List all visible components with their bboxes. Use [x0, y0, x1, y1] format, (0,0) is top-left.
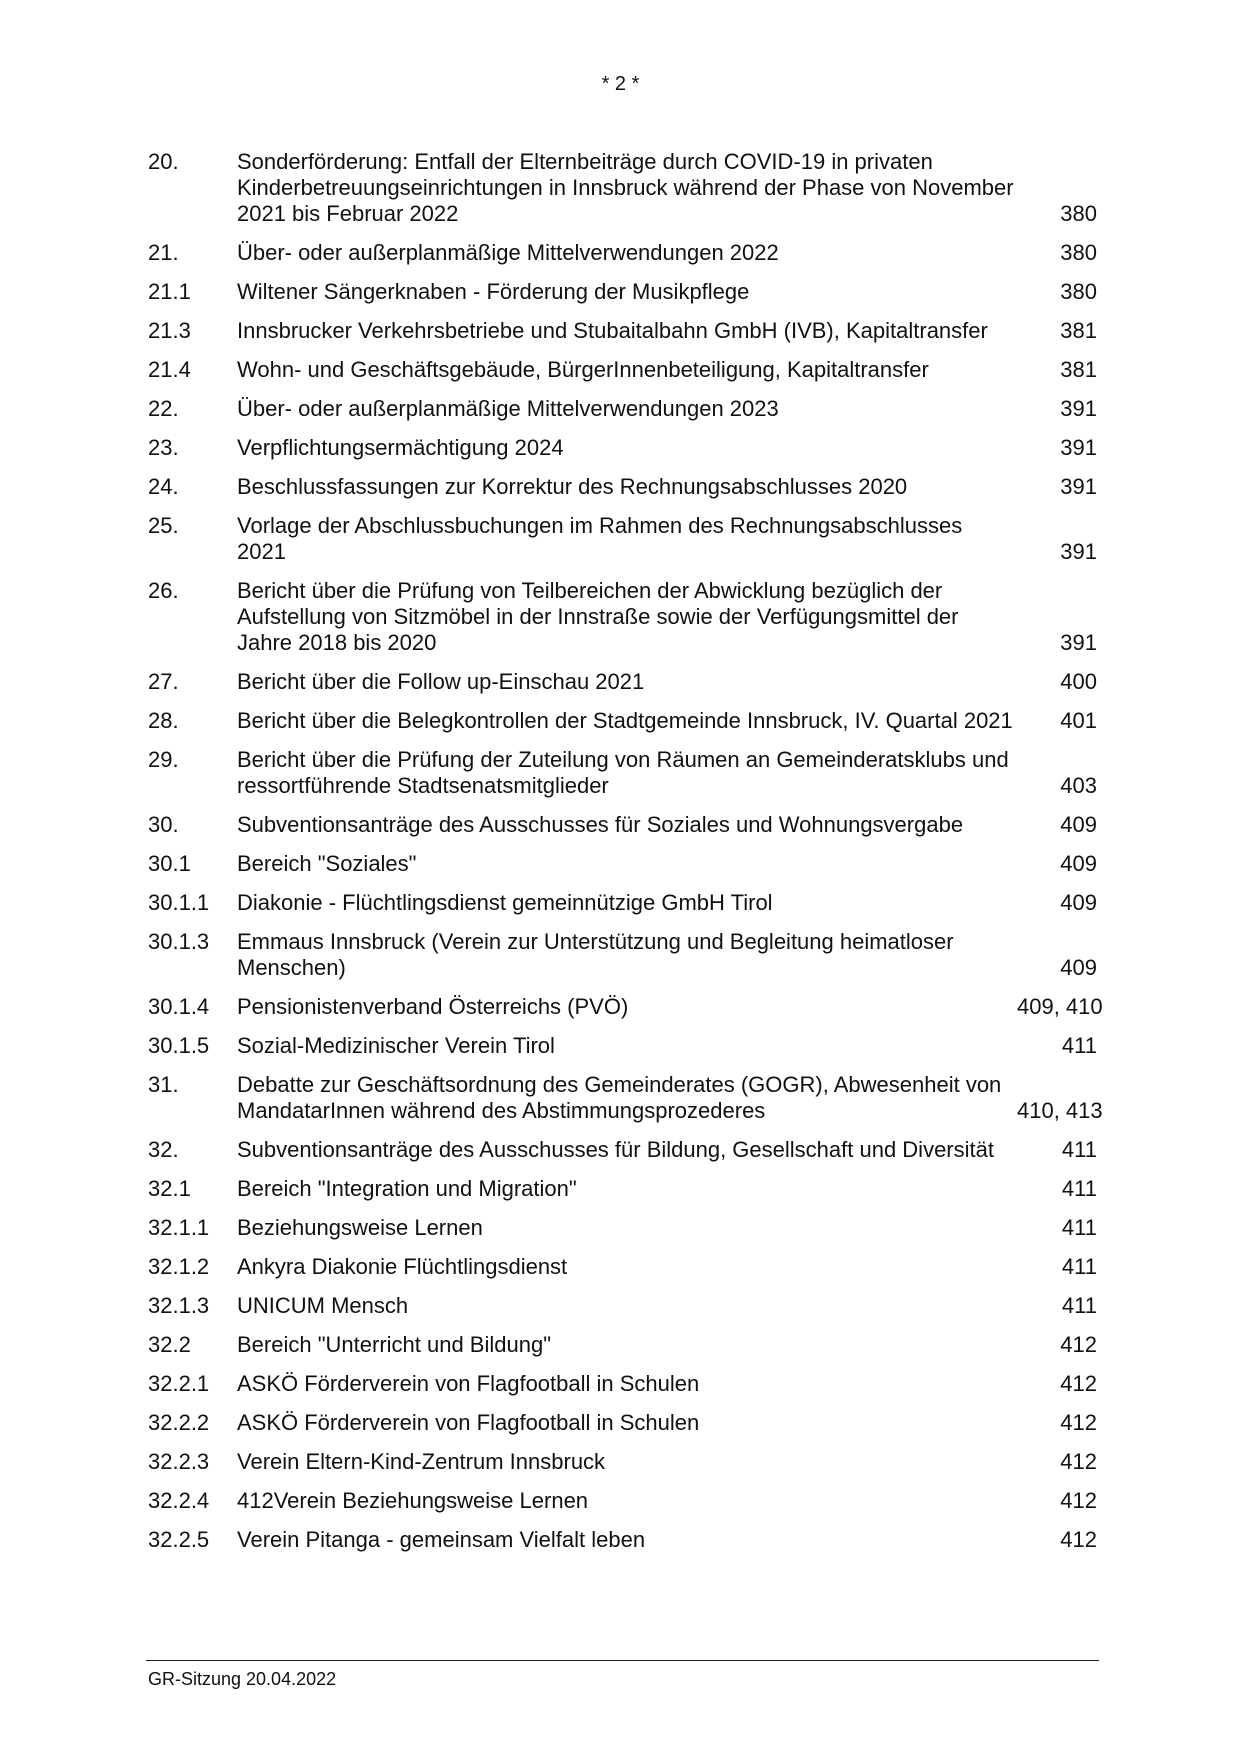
toc-entry-page: 391	[1060, 474, 1097, 499]
toc-entry-title: Beziehungsweise Lernen	[237, 1215, 483, 1240]
toc-entry-title: Bericht über die Follow up-Einschau 2021	[237, 669, 645, 694]
toc-entry-page: 381	[1060, 318, 1097, 343]
toc-entry	[148, 435, 1097, 461]
toc-entry	[148, 1254, 1097, 1280]
toc-entry-title: ASKÖ Förderverein von Flagfootball in Schulen	[237, 1371, 700, 1396]
toc-entry-number: 32.2.1	[148, 1371, 210, 1396]
toc-entry-title: Vorlage der Abschlussbuchungen im Rahmen des Rechnungsabschlusses 2021	[237, 513, 963, 564]
toc-entry	[148, 1072, 1103, 1124]
toc-entry-page: 409	[1060, 851, 1097, 876]
toc-entry-number: 29.	[148, 747, 179, 772]
toc-entry-number: 20.	[148, 149, 179, 174]
toc-entry-number: 28.	[148, 708, 179, 733]
toc-entry-title: UNICUM Mensch	[237, 1293, 409, 1318]
toc-entry-page: 410, 413	[1017, 1098, 1103, 1123]
toc-entry-title: Beschlussfassungen zur Korrektur des Rechnungsabschlusses 2020	[237, 474, 908, 499]
footer-divider	[146, 1660, 1099, 1661]
toc-entry-title: Emmaus Innsbruck (Verein zur Unterstützung und Begleitung heimatloser Menschen)	[237, 929, 954, 980]
toc-entry	[148, 1033, 1097, 1059]
toc-entry-page: 412	[1060, 1332, 1097, 1357]
toc-entry-page: 391	[1060, 630, 1097, 655]
toc-entry-page: 380	[1060, 240, 1097, 265]
toc-entry-number: 27.	[148, 669, 179, 694]
toc-entry	[148, 1137, 1097, 1163]
toc-entry	[148, 1176, 1097, 1202]
toc-entry-number: 30.	[148, 812, 179, 837]
toc-entry-page: 409	[1060, 955, 1097, 980]
toc-entry-title: Diakonie - Flüchtlingsdienst gemeinnützige GmbH Tirol	[237, 890, 773, 915]
toc-entry-number: 23.	[148, 435, 179, 460]
toc-entry-number: 21.	[148, 240, 179, 265]
toc-entry-number: 32.1.2	[148, 1254, 210, 1279]
toc-entry-number: 26.	[148, 578, 179, 603]
toc-entry	[148, 812, 1097, 838]
toc-entry	[148, 851, 1097, 877]
toc-entry-page: 391	[1060, 435, 1097, 460]
toc-entry	[148, 1527, 1097, 1553]
toc-entry	[148, 994, 1103, 1020]
toc-entry-number: 24.	[148, 474, 179, 499]
toc-entry-page: 409	[1060, 812, 1097, 837]
footer-session-date: GR-Sitzung 20.04.2022	[148, 1669, 337, 1689]
toc-entry-number: 32.2	[148, 1332, 191, 1357]
toc-entry	[148, 1215, 1097, 1241]
toc-entry-title: Bericht über die Belegkontrollen der Stadtgemeinde Innsbruck, IV. Quartal 2021	[237, 708, 1013, 733]
toc-entry	[148, 149, 1097, 227]
toc-entry-number: 30.1.3	[148, 929, 210, 954]
toc-entry-number: 32.2.3	[148, 1449, 210, 1474]
toc-entry-page: 411	[1061, 1176, 1097, 1201]
toc-entry-page: 411	[1061, 1293, 1097, 1318]
toc-entry-number: 30.1.1	[148, 890, 210, 915]
toc-entry-page: 411	[1061, 1215, 1097, 1240]
toc-entry-title: Innsbrucker Verkehrsbetriebe und Stubaitalbahn GmbH (IVB), Kapitaltransfer	[237, 318, 988, 343]
toc-entry-title: Subventionsanträge des Ausschusses für Bildung, Gesellschaft und Diversität	[237, 1137, 994, 1162]
toc-entry	[148, 279, 1097, 305]
toc-entry-title: Bereich "Soziales"	[237, 851, 417, 876]
toc-entry	[148, 240, 1097, 266]
toc-entry-number: 31.	[148, 1072, 179, 1097]
toc-entry-number: 32.1.1	[148, 1215, 210, 1240]
toc-entry-number: 21.3	[148, 318, 191, 343]
toc-entry-title: Ankyra Diakonie Flüchtlingsdienst	[237, 1254, 568, 1279]
toc-entry-title: Über- oder außerplanmäßige Mittelverwendungen 2022	[237, 240, 779, 265]
table-of-contents	[148, 149, 1103, 1566]
page-number: * 2 *	[601, 73, 640, 95]
toc-entry-page: 381	[1060, 357, 1097, 382]
toc-entry-number: 32.2.4	[148, 1488, 210, 1513]
toc-entry-number: 32.1	[148, 1176, 191, 1201]
toc-entry-number: 30.1.4	[148, 994, 210, 1019]
toc-entry-title: Bereich "Integration und Migration"	[237, 1176, 577, 1201]
toc-entry-page: 411	[1061, 1254, 1097, 1279]
toc-entry	[148, 929, 1097, 981]
toc-entry	[148, 1449, 1097, 1475]
toc-entry-page: 411	[1061, 1033, 1097, 1058]
toc-entry-page: 391	[1060, 396, 1097, 421]
toc-entry	[148, 474, 1097, 500]
toc-entry-title: Bericht über die Prüfung von Teilbereichen der Abwicklung bezüglich der Aufstellung von Sitzmöbel in der Innstraße sowie der Verfügungsmittel der Jahre 2018 bis 2020	[237, 578, 959, 655]
toc-entry	[148, 747, 1097, 799]
toc-entry-title: Pensionistenverband Österreichs (PVÖ)	[237, 994, 629, 1019]
toc-entry-page: 401	[1060, 708, 1097, 733]
toc-entry-title: 412Verein Beziehungsweise Lernen	[237, 1488, 589, 1513]
toc-entry-page: 380	[1060, 279, 1097, 304]
toc-entry-number: 30.1	[148, 851, 191, 876]
toc-entry-page: 412	[1060, 1488, 1097, 1513]
toc-entry	[148, 890, 1097, 916]
toc-entry-page: 400	[1060, 669, 1097, 694]
toc-entry	[148, 396, 1097, 422]
toc-entry	[148, 1371, 1097, 1397]
toc-entry-title: Sonderförderung: Entfall der Elternbeiträge durch COVID-19 in privaten Kinderbetreuungseinrichtungen in Innsbruck während der Phase von November 2021 bis Februar 2022	[237, 149, 1014, 226]
toc-entry-title: Wohn- und Geschäftsgebäude, BürgerInnenbeteiligung, Kapitaltransfer	[237, 357, 929, 382]
toc-entry-title: Verein Eltern-Kind-Zentrum Innsbruck	[237, 1449, 606, 1474]
toc-entry	[148, 513, 1097, 565]
toc-entry-title: Bericht über die Prüfung der Zuteilung von Räumen an Gemeinderatsklubs und ressortführende Stadtsenatsmitglieder	[237, 747, 1009, 798]
toc-entry	[148, 1410, 1097, 1436]
toc-entry-page: 412	[1060, 1449, 1097, 1474]
toc-entry-page: 412	[1060, 1371, 1097, 1396]
toc-entry	[148, 669, 1097, 695]
toc-entry-number: 32.2.5	[148, 1527, 210, 1552]
toc-entry-title: Sozial-Medizinischer Verein Tirol	[237, 1033, 555, 1058]
toc-entry-number: 21.4	[148, 357, 191, 382]
toc-entry-title: Subventionsanträge des Ausschusses für Soziales und Wohnungsvergabe	[237, 812, 964, 837]
toc-entry	[148, 318, 1097, 344]
toc-entry-title: Über- oder außerplanmäßige Mittelverwendungen 2023	[237, 396, 779, 421]
toc-entry-title: Debatte zur Geschäftsordnung des Gemeinderates (GOGR), Abwesenheit von MandatarInnen während des Abstimmungsprozederes	[237, 1072, 1002, 1123]
toc-entry-title: Verein Pitanga - gemeinsam Vielfalt leben	[237, 1527, 646, 1552]
toc-entry-page: 409, 410	[1017, 994, 1103, 1019]
toc-entry-page: 409	[1060, 890, 1097, 915]
toc-entry-title: ASKÖ Förderverein von Flagfootball in Schulen	[237, 1410, 700, 1435]
toc-entry-number: 32.	[148, 1137, 179, 1162]
toc-entry-number: 22.	[148, 396, 179, 421]
toc-entry	[148, 1488, 1097, 1514]
toc-entry	[148, 1293, 1097, 1319]
toc-entry-number: 25.	[148, 513, 179, 538]
toc-entry	[148, 1332, 1097, 1358]
toc-entry-title: Bereich "Unterricht und Bildung"	[237, 1332, 552, 1357]
toc-entry	[148, 708, 1097, 734]
toc-entry-page: 403	[1060, 773, 1097, 798]
toc-entry	[148, 357, 1097, 383]
toc-entry-page: 411	[1061, 1137, 1097, 1162]
toc-entry-title: Wiltener Sängerknaben - Förderung der Musikpflege	[237, 279, 750, 304]
toc-entry-number: 21.1	[148, 279, 191, 304]
toc-entry-number: 32.2.2	[148, 1410, 210, 1435]
toc-entry-page: 412	[1060, 1527, 1097, 1552]
toc-entry-title: Verpflichtungsermächtigung 2024	[237, 435, 564, 460]
toc-entry-number: 30.1.5	[148, 1033, 210, 1058]
toc-entry-page: 412	[1060, 1410, 1097, 1435]
toc-entry-number: 32.1.3	[148, 1293, 210, 1318]
toc-entry-page: 391	[1060, 539, 1097, 564]
toc-entry	[148, 578, 1097, 656]
toc-entry-page: 380	[1060, 201, 1097, 226]
